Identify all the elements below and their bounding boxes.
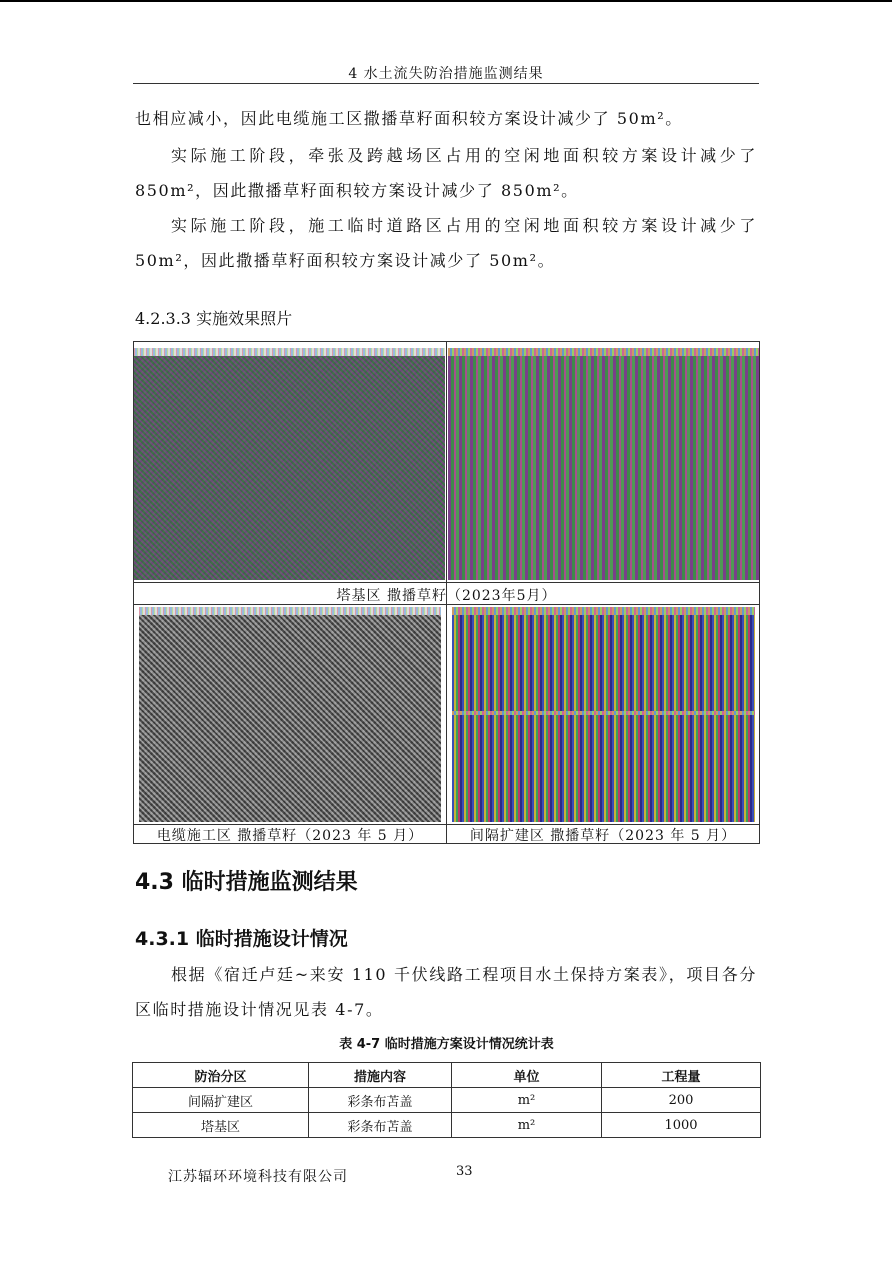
photo-noise-strip <box>139 607 441 615</box>
table-cell: 彩条布苫盖 <box>309 1113 452 1138</box>
section-heading: 4.3 临时措施监测结果 <box>135 870 358 895</box>
footer-company: 江苏辐环环境科技有限公司 <box>168 1169 348 1185</box>
caption-tower-area: 塔基区 撒播草籽（2023年5月） <box>336 588 557 604</box>
table-header-row <box>133 1063 761 1088</box>
photo-noise-strip <box>134 348 445 356</box>
table-cell: 200 <box>602 1088 761 1113</box>
photo-cable-area <box>139 607 441 822</box>
table-cell: m² <box>452 1113 602 1138</box>
subsection-title: 4.2.3.3 实施效果照片 <box>135 309 293 328</box>
column-header: 工程量 <box>602 1063 761 1088</box>
photo-band <box>448 348 759 356</box>
measures-table <box>132 1062 761 1138</box>
section-paragraph: 根据《宿迁卢廷~来安 110 千伏线路工程项目水土保持方案表》，项目各分区临时措施设计情况见表 4-7。 <box>135 965 757 1019</box>
photo-bay-expansion-area <box>452 607 755 822</box>
subsection-heading: 4.3.1 临时措施设计情况 <box>135 928 348 950</box>
table-caption: 表 4-7 临时措施方案设计情况统计表 <box>339 1037 554 1052</box>
column-header: 单位 <box>452 1063 602 1088</box>
photo-divider-h2 <box>134 604 759 605</box>
page-number: 33 <box>456 1164 473 1179</box>
paragraph-2: 实际施工阶段，牵张及跨越场区占用的空闲地面积较方案设计减少了 850m²，因此撒播草籽面积较方案设计减少了 850m²。 <box>135 146 757 200</box>
photo-band <box>452 607 755 615</box>
table-cell: 间隔扩建区 <box>133 1088 309 1113</box>
running-header: 4 水土流失防治措施监测结果 <box>348 66 544 82</box>
table-cell: 彩条布苫盖 <box>309 1088 452 1113</box>
table-cell: m² <box>452 1088 602 1113</box>
photo-band <box>452 711 755 715</box>
photo-divider-h1 <box>134 582 759 583</box>
table-row <box>133 1113 761 1138</box>
column-header: 防治分区 <box>133 1063 309 1088</box>
table-row <box>133 1088 761 1113</box>
table-cell: 塔基区 <box>133 1113 309 1138</box>
caption-cable-area: 电缆施工区 撒播草籽（2023 年 5 月） <box>156 828 424 844</box>
table-cell: 1000 <box>602 1113 761 1138</box>
photo-table <box>133 341 760 844</box>
photo-tower-area-right <box>448 348 759 580</box>
caption-bay-expansion-area: 间隔扩建区 撒播草籽（2023 年 5 月） <box>469 828 737 844</box>
paragraph-1: 也相应减小，因此电缆施工区撒播草籽面积较方案设计减少了 50m²。 <box>135 109 683 128</box>
paragraph-3: 实际施工阶段，施工临时道路区占用的空闲地面积较方案设计减少了 50m²，因此撒播草籽面积较方案设计减少了 50m²。 <box>135 216 757 270</box>
column-header: 措施内容 <box>309 1063 452 1088</box>
top-border-line <box>0 0 892 2</box>
header-rule <box>133 83 759 84</box>
photo-tower-area-left <box>134 348 445 580</box>
